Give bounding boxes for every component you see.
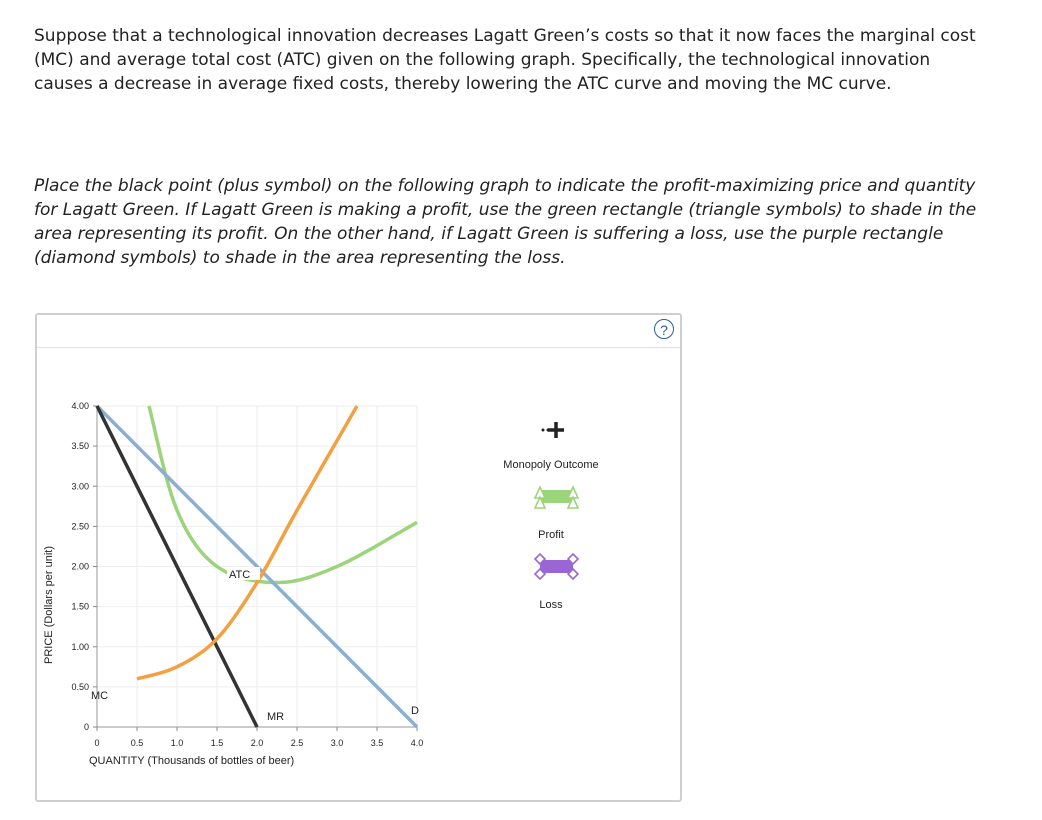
x-tick-label: 1.0: [170, 738, 184, 748]
y-tick-label: 4.00: [71, 401, 89, 411]
x-tick-label: 1.5: [210, 738, 224, 748]
y-tick-label: 1.00: [71, 641, 89, 652]
profit-label: Profit: [538, 529, 564, 541]
monopoly-outcome-tool[interactable]: [542, 422, 565, 438]
help-icon[interactable]: ?: [654, 319, 674, 339]
mc-label: MC: [91, 690, 109, 702]
graph-svg: [37, 315, 680, 800]
loss-tool[interactable]: [535, 554, 578, 579]
y-axis-ticks: [71, 401, 97, 732]
marginal-cost-curve: [137, 406, 357, 679]
x-tick-label: 0.5: [130, 738, 144, 748]
instruction-text: Place the black point (plus symbol) on the following graph to indicate the profit-maximizing price and quantity for Lagatt Green. If Lagatt Green is making a profit, use the green rectangle (triangle symbols) to shade in the area representing its profit. On the other hand, if Lagatt Green is suffering a loss, use the purple rectangle (diamond symbols) to shade in the area representing the loss.: [34, 176, 977, 268]
profit-tool[interactable]: [535, 487, 578, 508]
monopoly-outcome-label: Monopoly Outcome: [503, 459, 599, 471]
y-tick-label: 3.50: [71, 441, 89, 452]
x-tick-label: 2.5: [290, 738, 304, 748]
y-tick-label: 2.50: [71, 521, 89, 532]
x-tick-label: 3.0: [330, 738, 344, 748]
y-tick-label: 1.50: [71, 601, 89, 612]
x-tick-label: 0: [94, 738, 100, 748]
x-axis-title: QUANTITY (Thousands of bottles of beer): [89, 755, 295, 767]
intro-text: Suppose that a technological innovation decreases Lagatt Green’s costs so that it now faces the marginal cost (MC) and average total cost (ATC) given on the following graph. Specifically, the technological innovation causes a decrease in average fixed costs, thereby lowering the ATC curve and moving the MC curve.: [34, 26, 976, 94]
d-label: D: [411, 705, 419, 717]
loss-label: Loss: [539, 599, 563, 611]
y-tick-label: 3.00: [71, 481, 89, 492]
graph-panel: [35, 313, 682, 802]
atc-label: ATC: [229, 569, 251, 581]
x-axis-ticks: [94, 727, 423, 748]
y-axis-title: PRICE (Dollars per unit): [43, 546, 55, 664]
y-tick-label: 2.00: [71, 561, 89, 572]
x-tick-label: 3.5: [370, 738, 384, 748]
y-tick-label: 0.50: [71, 681, 89, 692]
x-tick-label: 2.0: [250, 738, 264, 748]
y-tick-label: 0: [83, 722, 89, 732]
mr-label: MR: [267, 711, 285, 723]
x-tick-label: 4.0: [410, 738, 424, 748]
